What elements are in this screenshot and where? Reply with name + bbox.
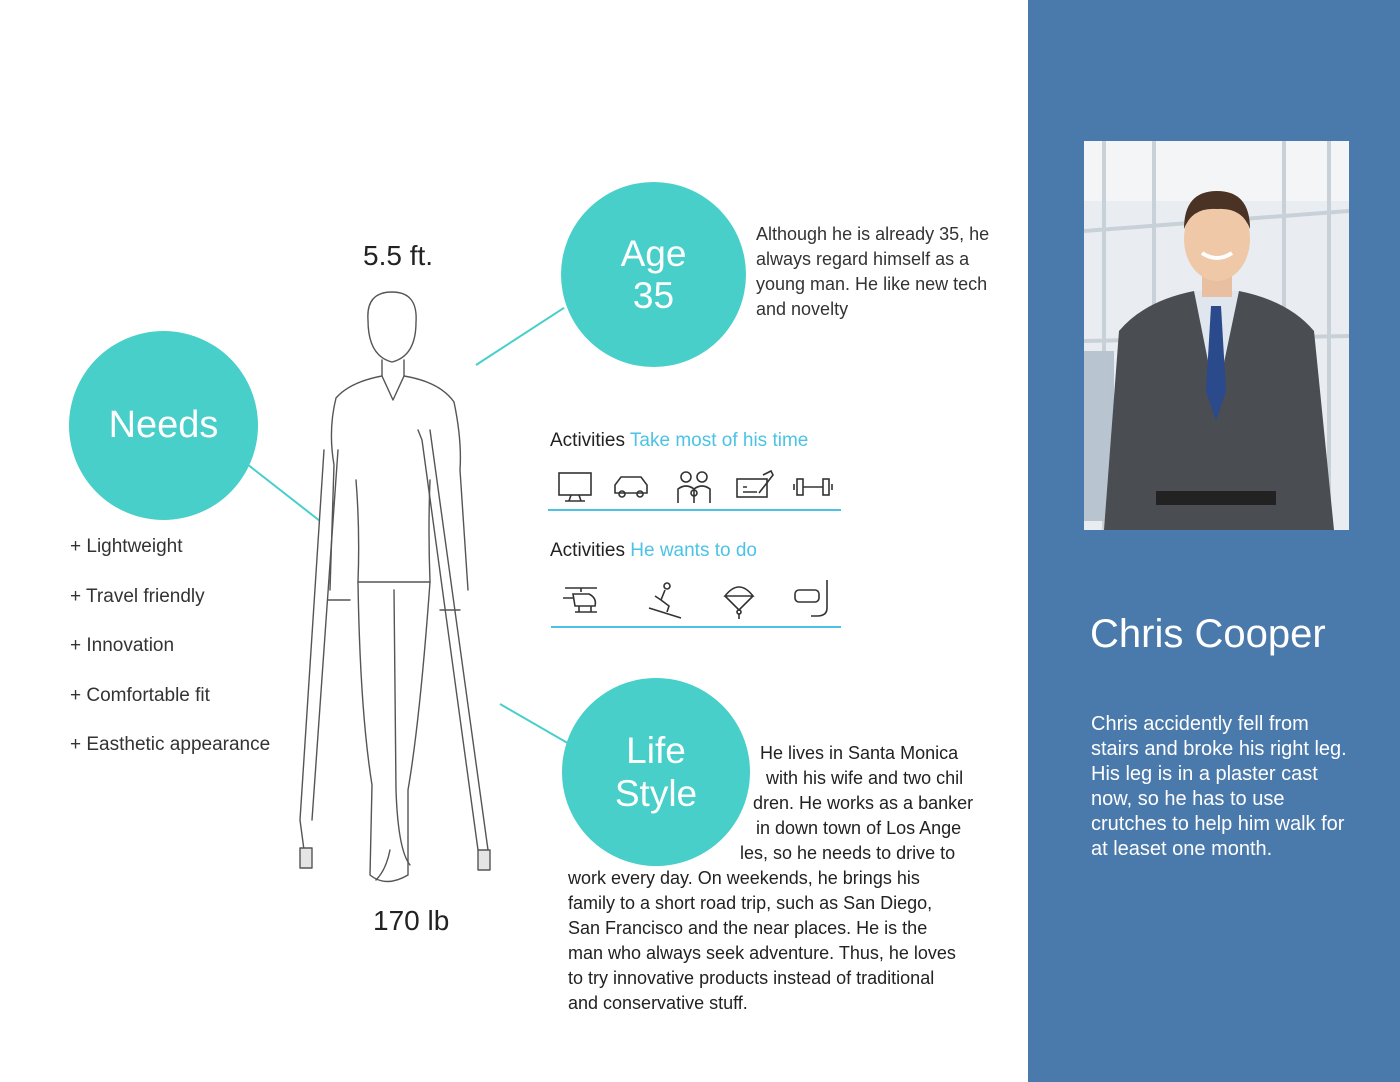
age-title: Age — [620, 232, 687, 274]
persona-name: Chris Cooper — [1090, 612, 1326, 656]
needs-item: + Lightweight — [70, 536, 183, 557]
activities-current-heading — [550, 430, 808, 452]
computer-icon — [555, 467, 595, 507]
needs-item: + Innovation — [70, 635, 175, 656]
lifestyle-line: in down town of Los Ange — [756, 818, 962, 838]
skiing-icon — [645, 580, 685, 620]
lifestyle-line: man who always seek adventure. Thus, he loves — [568, 943, 956, 963]
dumbbell-icon — [793, 467, 833, 507]
lifestyle-line: family to a short road trip, such as San Diego, — [568, 893, 933, 913]
activities-label: Activities — [550, 540, 625, 561]
needs-item: + Travel friendly — [70, 585, 205, 607]
lifestyle-line: He lives in Santa Monica — [760, 743, 959, 763]
lifestyle-connector — [500, 703, 571, 745]
activities-wanted-divider — [551, 626, 841, 628]
lifestyle-line: with his wife and two chil — [766, 768, 964, 788]
cheque-icon — [735, 467, 775, 507]
age-description: Although he is already 35, he always regard himself as a young man. He like new tech and novelty — [756, 224, 990, 319]
person-on-crutches-illustration — [290, 290, 505, 900]
parachute-icon — [719, 580, 759, 620]
lifestyle-line: dren. He works as a banker — [753, 793, 974, 813]
needs-list — [70, 535, 270, 783]
snorkel-icon — [793, 578, 833, 618]
age-circle — [561, 182, 746, 367]
lifestyle-line: les, so he needs to drive to — [740, 843, 956, 863]
activities-accent: Take most of his time — [629, 430, 809, 451]
needs-item: + Comfortable fit — [70, 684, 210, 706]
needs-item: + Easthetic appearance — [70, 734, 271, 755]
activities-accent: He wants to do — [630, 540, 757, 561]
helicopter-icon — [561, 580, 601, 620]
age-value: 35 — [632, 274, 675, 316]
needs-title: Needs — [108, 404, 219, 446]
lifestyle-line: work every day. On weekends, he brings his — [568, 868, 920, 888]
activities-wanted-heading — [550, 540, 757, 562]
lifestyle-line: and conservative stuff. — [568, 993, 748, 1013]
family-icon — [674, 467, 714, 507]
lifestyle-line: to try innovative products instead of traditional — [568, 968, 935, 988]
lifestyle-line: San Francisco and the near places. He is the — [568, 918, 928, 938]
persona-photo — [1084, 141, 1349, 530]
weight-label: 170 lb — [373, 905, 450, 936]
height-label: 5.5 ft. — [363, 240, 434, 271]
car-icon — [611, 467, 651, 507]
persona-bio: Chris accidently fell from stairs and broke his right leg. His leg is in a plaster cast now, so he has to use crutches to help him walk for at leaset one month. — [1091, 713, 1347, 860]
needs-circle — [69, 331, 258, 520]
activities-current-divider — [548, 509, 841, 511]
lifestyle-title-line2: Style — [614, 773, 698, 814]
lifestyle-circle — [562, 678, 750, 866]
activities-label: Activities — [550, 430, 625, 451]
lifestyle-title-line1: Life — [626, 730, 686, 771]
